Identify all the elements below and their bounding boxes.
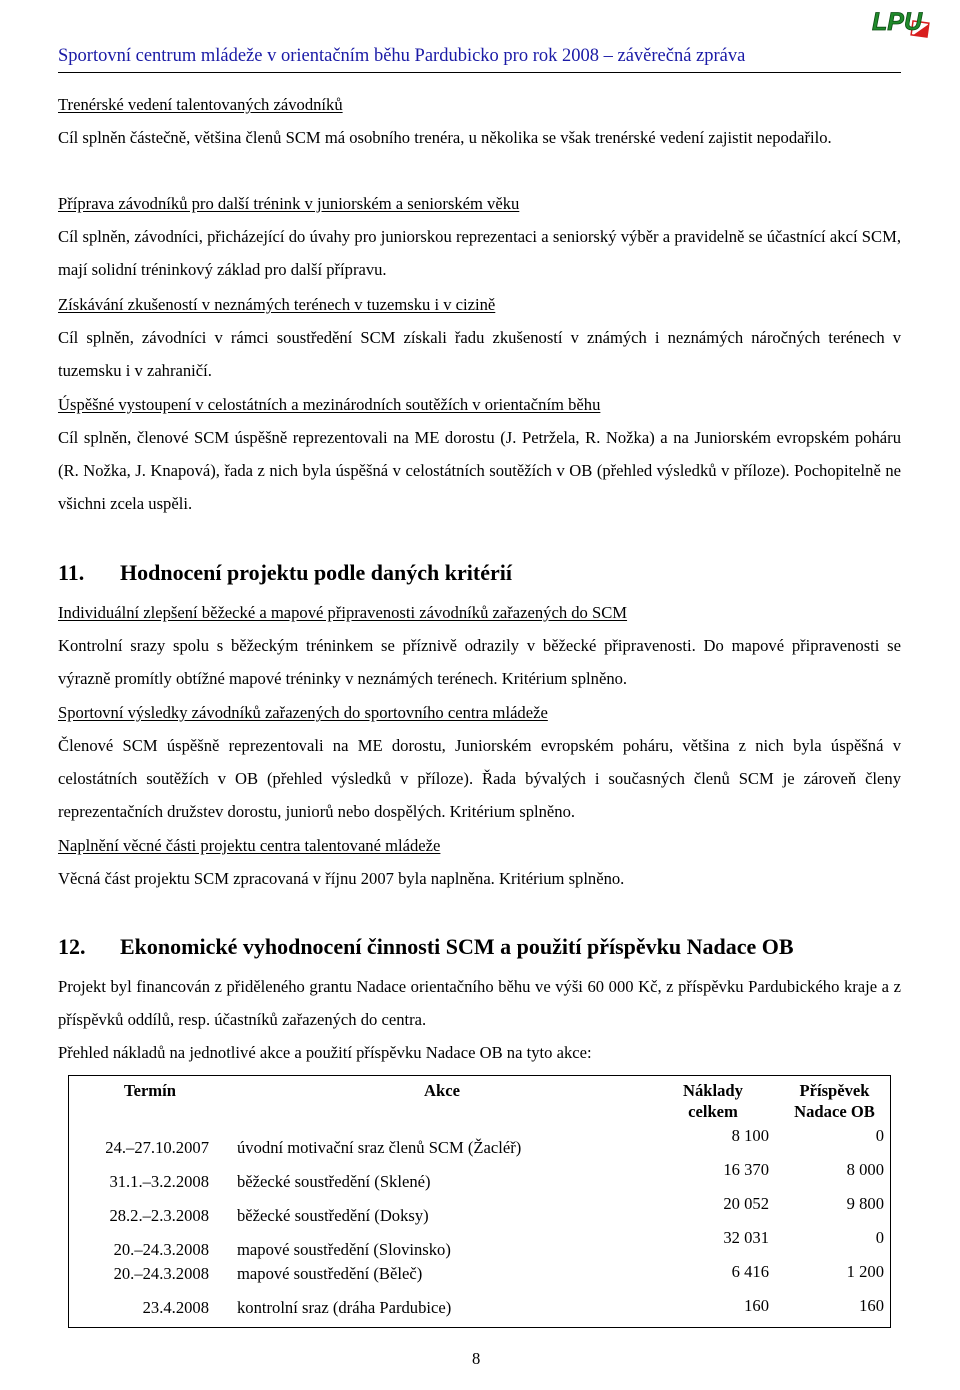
table-cell-action: mapové soustředění (Běleč) [237,1264,423,1283]
table-cell-cost: 160 [744,1296,769,1315]
section-text-preparation: Cíl splněn, závodníci, přicházející do úvahy pro juniorskou reprezentaci a seniorský výběr a pravidelně se účastnící akcí SCM, mají solidní tréninkový základ pro další přípravu. [58,227,901,279]
col-header-action: Akce [424,1081,460,1100]
table-cell-term: 23.4.2008 [142,1298,209,1317]
table-cell-action: úvodní motivační sraz členů SCM (Žacléř) [237,1138,522,1157]
chapter-12-heading [58,934,794,960]
lpu-logo [866,4,932,42]
table-cell-action: běžecké soustředění (Doksy) [237,1206,429,1225]
table-cell-contribution: 9 800 [846,1194,884,1213]
chapter-11-heading [58,560,512,586]
document-header: Sportovní centrum mládeže v orientačním běhu Pardubicko pro rok 2008 – závěrečná zpráva [58,46,746,66]
col-header-term: Termín [124,1081,176,1100]
col-header-contribution-line2: Nadace OB [794,1102,875,1121]
col-header-contribution [777,1080,892,1122]
table-intro: Přehled nákladů na jednotlivé akce a použití příspěvku Nadace OB na tyto akce: [58,1043,592,1062]
chapter-12-intro: Projekt byl financován z přiděleného grantu Nadace orientačního běhu ve výši 60 000 Kč, z příspěvku Pardubického kraje a z příspěvků oddílů, resp. účastníků zařazených do centra. [58,977,901,1029]
table-cell-cost: 8 100 [731,1126,769,1145]
page-number: 8 [472,1349,481,1368]
criterion-heading-improvement: Individuální zlepšení běžecké a mapové připravenosti závodníků zařazených do SCM [58,603,628,622]
criterion-heading-project: Naplnění věcné části projektu centra talentované mládeže [58,836,441,855]
table-cell-contribution: 0 [875,1126,884,1145]
section-text-competitions: Cíl splněn, členové SCM úspěšně reprezentovali na ME dorostu (J. Petržela, R. Nožka) a na Juniorském evropském poháru (R. Nožka, J. Knapová), řada z nich byla úspěšná v celostátních soutěžích v OB (přehled výsledků v příloze). Pochopitelně ne všichni zcela uspěli. [58,428,901,513]
header-divider [58,72,901,73]
table-cell-cost: 6 416 [731,1262,769,1281]
table-cell-cost: 20 052 [723,1194,769,1213]
criterion-text-improvement: Kontrolní srazy spolu s běžeckým tréninkem se příznivě odrazily v běžecké připravenosti. Do mapové připravenosti se výrazně promítly obtížné mapové tréninky v neznámých terénech. Kritérium splněno. [58,636,901,688]
table-cell-contribution: 0 [875,1228,884,1247]
col-header-cost-line1: Náklady [683,1081,743,1100]
section-heading-preparation: Příprava závodníků pro další trénink v juniorském a seniorském věku [58,194,520,213]
section-text-experience: Cíl splněn, závodníci v rámci soustředění SCM získali řadu zkušeností v známých i neznámých náročných terénech v tuzemsku i v zahraničí. [58,328,901,380]
section-heading-experience: Získávání zkušeností v neznámých terénech v tuzemsku i v cizině [58,295,496,314]
section-heading-coaching: Trenérské vedení talentovaných závodníků [58,95,343,114]
table-cell-contribution: 8 000 [846,1160,884,1179]
col-header-contribution-line1: Příspěvek [799,1081,870,1100]
col-header-cost-line2: celkem [688,1102,738,1121]
criterion-heading-results: Sportovní výsledky závodníků zařazených do sportovního centra mládeže [58,703,548,722]
criterion-text-results: Členové SCM úspěšně reprezentovali na ME dorostu, Juniorském evropském poháru, většina z nich byla úspěšná v celostátních soutěžích v OB (přehled výsledků v příloze). Řada bývalých i současných členů SCM je zároveň členy reprezentačních družstev dorostu, juniorů nebo dospělých. Kritérium splněno. [58,736,901,821]
chapter-11-title: Hodnocení projektu podle daných kritérií [120,560,512,585]
table-cell-term: 20.–24.3.2008 [113,1264,209,1283]
table-cell-cost: 16 370 [723,1160,769,1179]
table-cell-term: 31.1.–3.2.2008 [109,1172,209,1191]
table-cell-contribution: 1 200 [846,1262,884,1281]
table-cell-action: běžecké soustředění (Sklené) [237,1172,431,1191]
col-header-cost [649,1080,777,1122]
table-cell-cost: 32 031 [723,1228,769,1247]
logo-text: LPU [872,8,922,36]
table-cell-contribution: 160 [859,1296,884,1315]
chapter-12-title: Ekonomické vyhodnocení činnosti SCM a použití příspěvku Nadace OB [120,934,794,959]
table-cell-action: kontrolní sraz (dráha Pardubice) [237,1298,452,1317]
costs-table [68,1075,891,1328]
table-cell-term: 20.–24.3.2008 [113,1240,209,1259]
table-cell-term: 28.2.–2.3.2008 [109,1206,209,1225]
chapter-12-number: 12. [58,934,86,959]
table-cell-term: 24.–27.10.2007 [105,1138,209,1157]
section-heading-competitions: Úspěšné vystoupení v celostátních a mezinárodních soutěžích v orientačním běhu [58,395,601,414]
table-cell-action: mapové soustředění (Slovinsko) [237,1240,451,1259]
criterion-text-project: Věcná část projektu SCM zpracovaná v říjnu 2007 byla naplněna. Kritérium splněno. [58,869,625,888]
section-text-coaching: Cíl splněn částečně, většina členů SCM má osobního trenéra, u několika se však trenérské vedení zajistit nepodařilo. [58,128,832,147]
chapter-11-number: 11. [58,560,85,585]
